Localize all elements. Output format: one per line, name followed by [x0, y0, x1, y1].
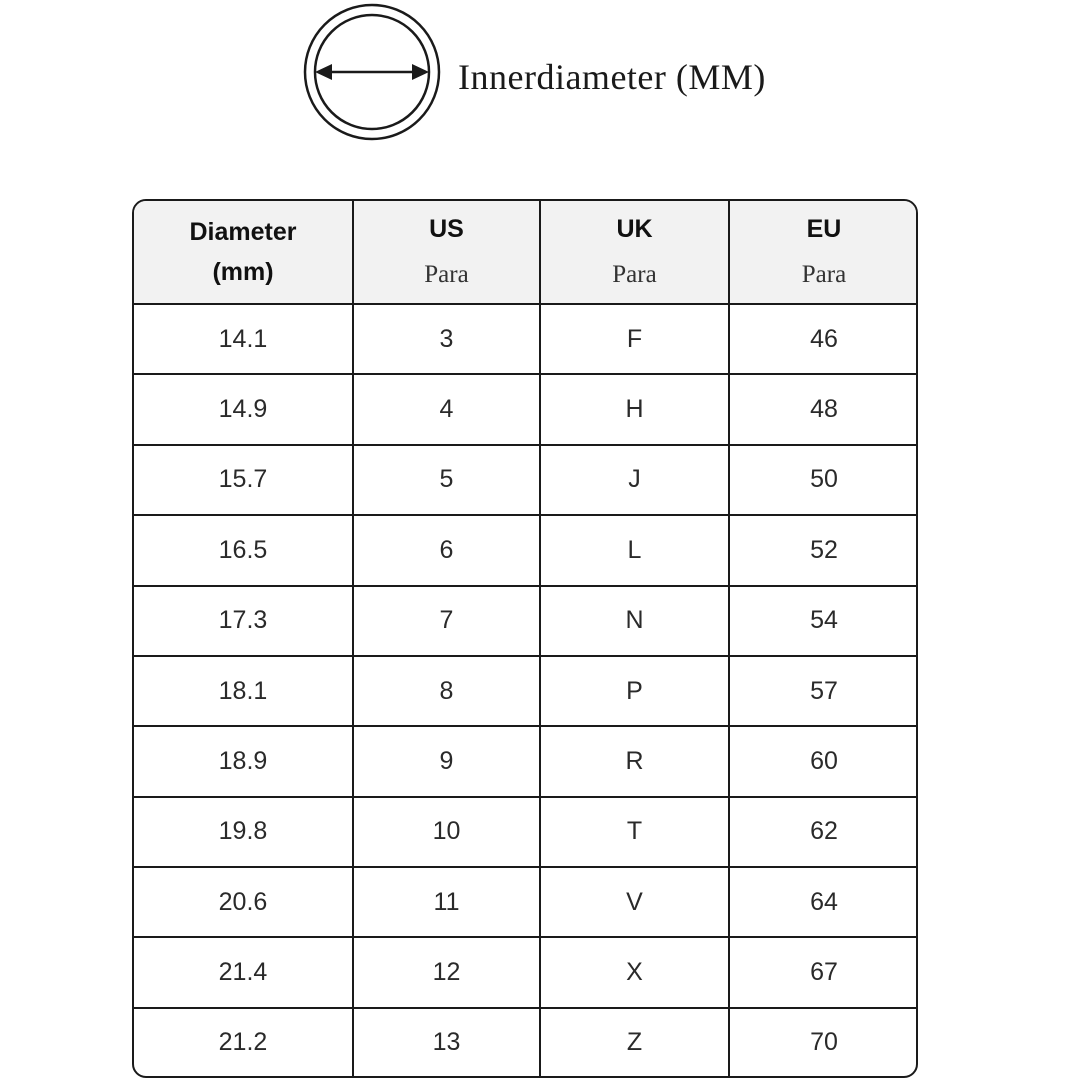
uk-size-cell: N: [540, 586, 729, 656]
diameter-cell: 15.7: [134, 445, 353, 515]
diameter-cell: 18.1: [134, 656, 353, 726]
eu-size-cell: 52: [729, 515, 918, 585]
uk-size-cell: L: [540, 515, 729, 585]
us-size-cell: 11: [353, 867, 540, 937]
us-size-cell: 4: [353, 374, 540, 444]
us-size-cell: 7: [353, 586, 540, 656]
eu-size-cell: 67: [729, 937, 918, 1007]
eu-size-cell: 62: [729, 797, 918, 867]
table-body: [134, 304, 918, 1076]
table-row: [134, 937, 918, 1007]
us-size-cell: 13: [353, 1008, 540, 1076]
us-size-cell: 5: [353, 445, 540, 515]
eu-size-cell: 54: [729, 586, 918, 656]
table-row: [134, 797, 918, 867]
diameter-cell: 18.9: [134, 726, 353, 796]
diameter-cell: 16.5: [134, 515, 353, 585]
diameter-cell: 20.6: [134, 867, 353, 937]
column-header-us: US Para: [353, 201, 540, 304]
eu-size-cell: 64: [729, 867, 918, 937]
diameter-cell: 14.1: [134, 304, 353, 374]
column-header-uk: UK Para: [540, 201, 729, 304]
diameter-cell: 19.8: [134, 797, 353, 867]
table-row: [134, 445, 918, 515]
table-row: [134, 656, 918, 726]
us-size-cell: 9: [353, 726, 540, 796]
table-row: [134, 586, 918, 656]
uk-size-cell: R: [540, 726, 729, 796]
eu-size-cell: 48: [729, 374, 918, 444]
ring-size-table: [132, 199, 918, 1078]
diameter-cell: 21.4: [134, 937, 353, 1007]
table-row: [134, 374, 918, 444]
eu-size-cell: 57: [729, 656, 918, 726]
table-row: [134, 726, 918, 796]
column-header-diameter: Diameter (mm): [134, 201, 353, 304]
table-row: [134, 867, 918, 937]
table-header-row: [134, 201, 918, 304]
diameter-cell: 14.9: [134, 374, 353, 444]
uk-size-cell: X: [540, 937, 729, 1007]
ring-diameter-icon: [302, 2, 442, 142]
eu-size-cell: 46: [729, 304, 918, 374]
uk-size-cell: Z: [540, 1008, 729, 1076]
uk-size-cell: J: [540, 445, 729, 515]
us-size-cell: 8: [353, 656, 540, 726]
uk-size-cell: T: [540, 797, 729, 867]
us-size-cell: 3: [353, 304, 540, 374]
table-row: [134, 1008, 918, 1076]
eu-size-cell: 50: [729, 445, 918, 515]
uk-size-cell: V: [540, 867, 729, 937]
table-row: [134, 515, 918, 585]
column-header-eu: EU Para: [729, 201, 918, 304]
uk-size-cell: P: [540, 656, 729, 726]
uk-size-cell: H: [540, 374, 729, 444]
us-size-cell: 10: [353, 797, 540, 867]
diameter-cell: 21.2: [134, 1008, 353, 1076]
uk-size-cell: F: [540, 304, 729, 374]
table-row: [134, 304, 918, 374]
eu-size-cell: 60: [729, 726, 918, 796]
diagram-title: Innerdiameter (MM): [458, 57, 766, 97]
diameter-cell: 17.3: [134, 586, 353, 656]
us-size-cell: 12: [353, 937, 540, 1007]
eu-size-cell: 70: [810, 1027, 838, 1056]
us-size-cell: 6: [353, 515, 540, 585]
